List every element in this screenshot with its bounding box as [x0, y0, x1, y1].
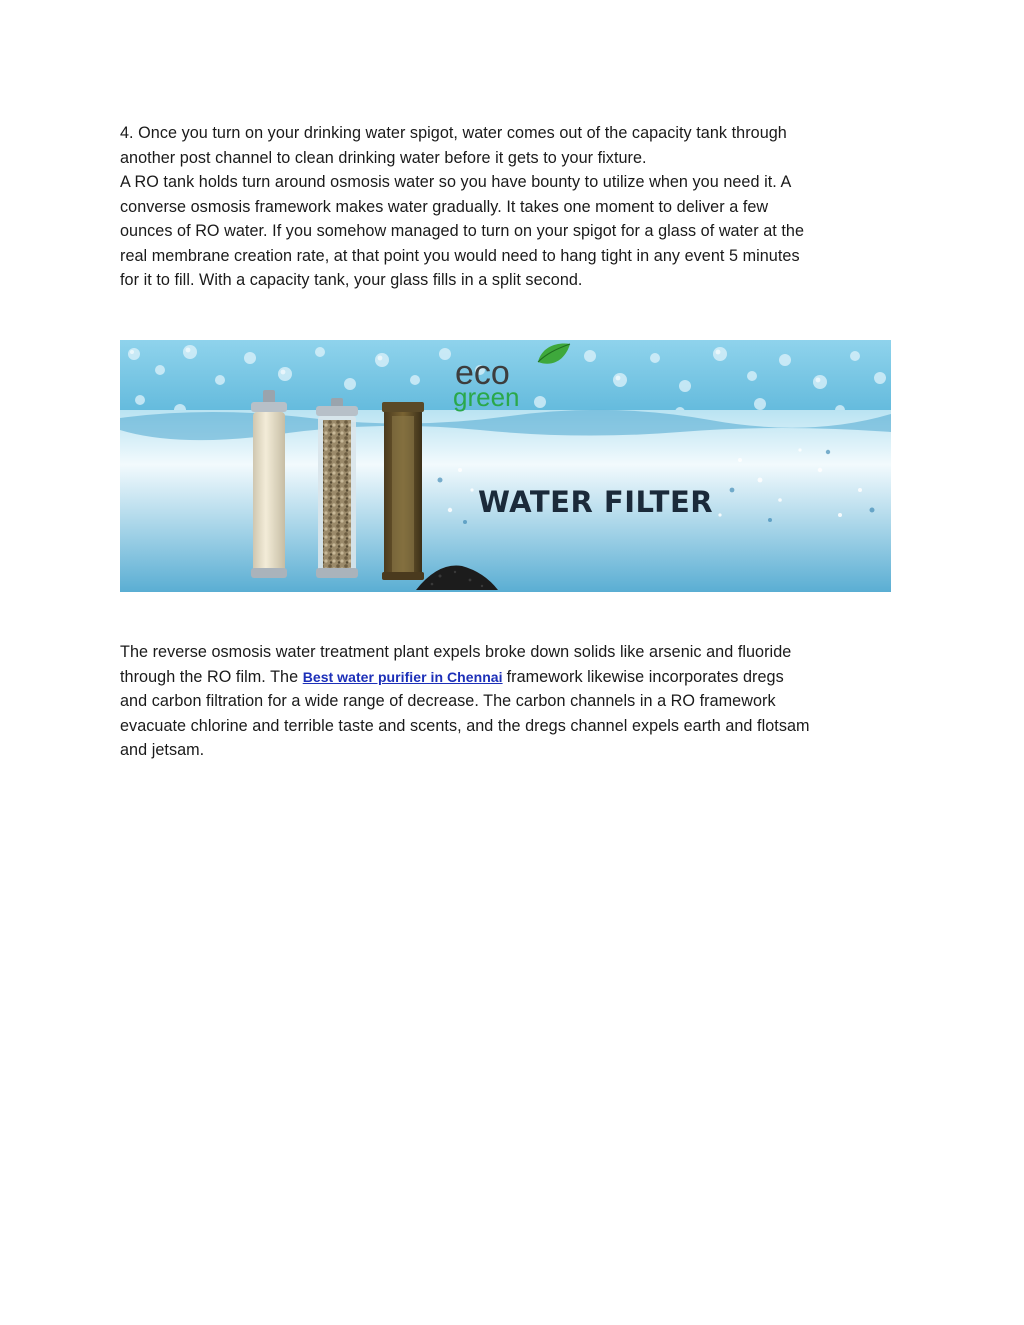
logo-eco-text: eco — [455, 354, 510, 392]
text-segment: through the RO film. The — [120, 667, 303, 686]
text-line: The reverse osmosis water treatment plant expels broke down solids like arsenic and fluoride — [120, 643, 792, 661]
text-line: and jetsam. — [120, 741, 205, 759]
text-line: for it to fill. With a capacity tank, your glass fills in a split second. — [120, 271, 583, 289]
best-water-purifier-link[interactable]: Best water purifier in Chennai — [302, 668, 503, 685]
paragraph-ro-plant — [120, 640, 910, 763]
text-line: evacuate chlorine and terrible taste and scents, and the dregs channel expels earth and flotsam — [120, 716, 810, 735]
text-line: another post channel to clean drinking water before it gets to your fixture. — [120, 148, 647, 167]
text-line: converse osmosis framework makes water gradually. It takes one moment to deliver a few — [120, 197, 769, 216]
granular-filter-cartridge-icon — [316, 398, 358, 578]
water-filter-banner-image — [120, 340, 891, 592]
ceramic-filter-cartridge-icon — [251, 390, 287, 578]
carbon-block-cartridge-icon — [382, 402, 424, 580]
text-segment: framework likewise incorporates dregs — [506, 667, 784, 686]
paragraph-intro — [120, 121, 910, 293]
text-line: and carbon filtration for a wide range of decrease. The carbon channels in a RO framework — [120, 692, 776, 710]
text-line: ounces of RO water. If you somehow managed to turn on your spigot for a glass of water at the — [120, 222, 804, 240]
logo-green-text: green — [453, 382, 520, 412]
text-line: 4. Once you turn on your drinking water spigot, water comes out of the capacity tank through — [120, 124, 787, 142]
text-line: A RO tank holds turn around osmosis water so you have bounty to utilize when you need it. A — [120, 173, 792, 191]
banner-title: WATER FILTER — [478, 485, 714, 519]
text-line-with-link — [120, 665, 910, 690]
text-line: real membrane creation rate, at that point you would need to hang tight in any event 5 minutes — [120, 246, 800, 265]
